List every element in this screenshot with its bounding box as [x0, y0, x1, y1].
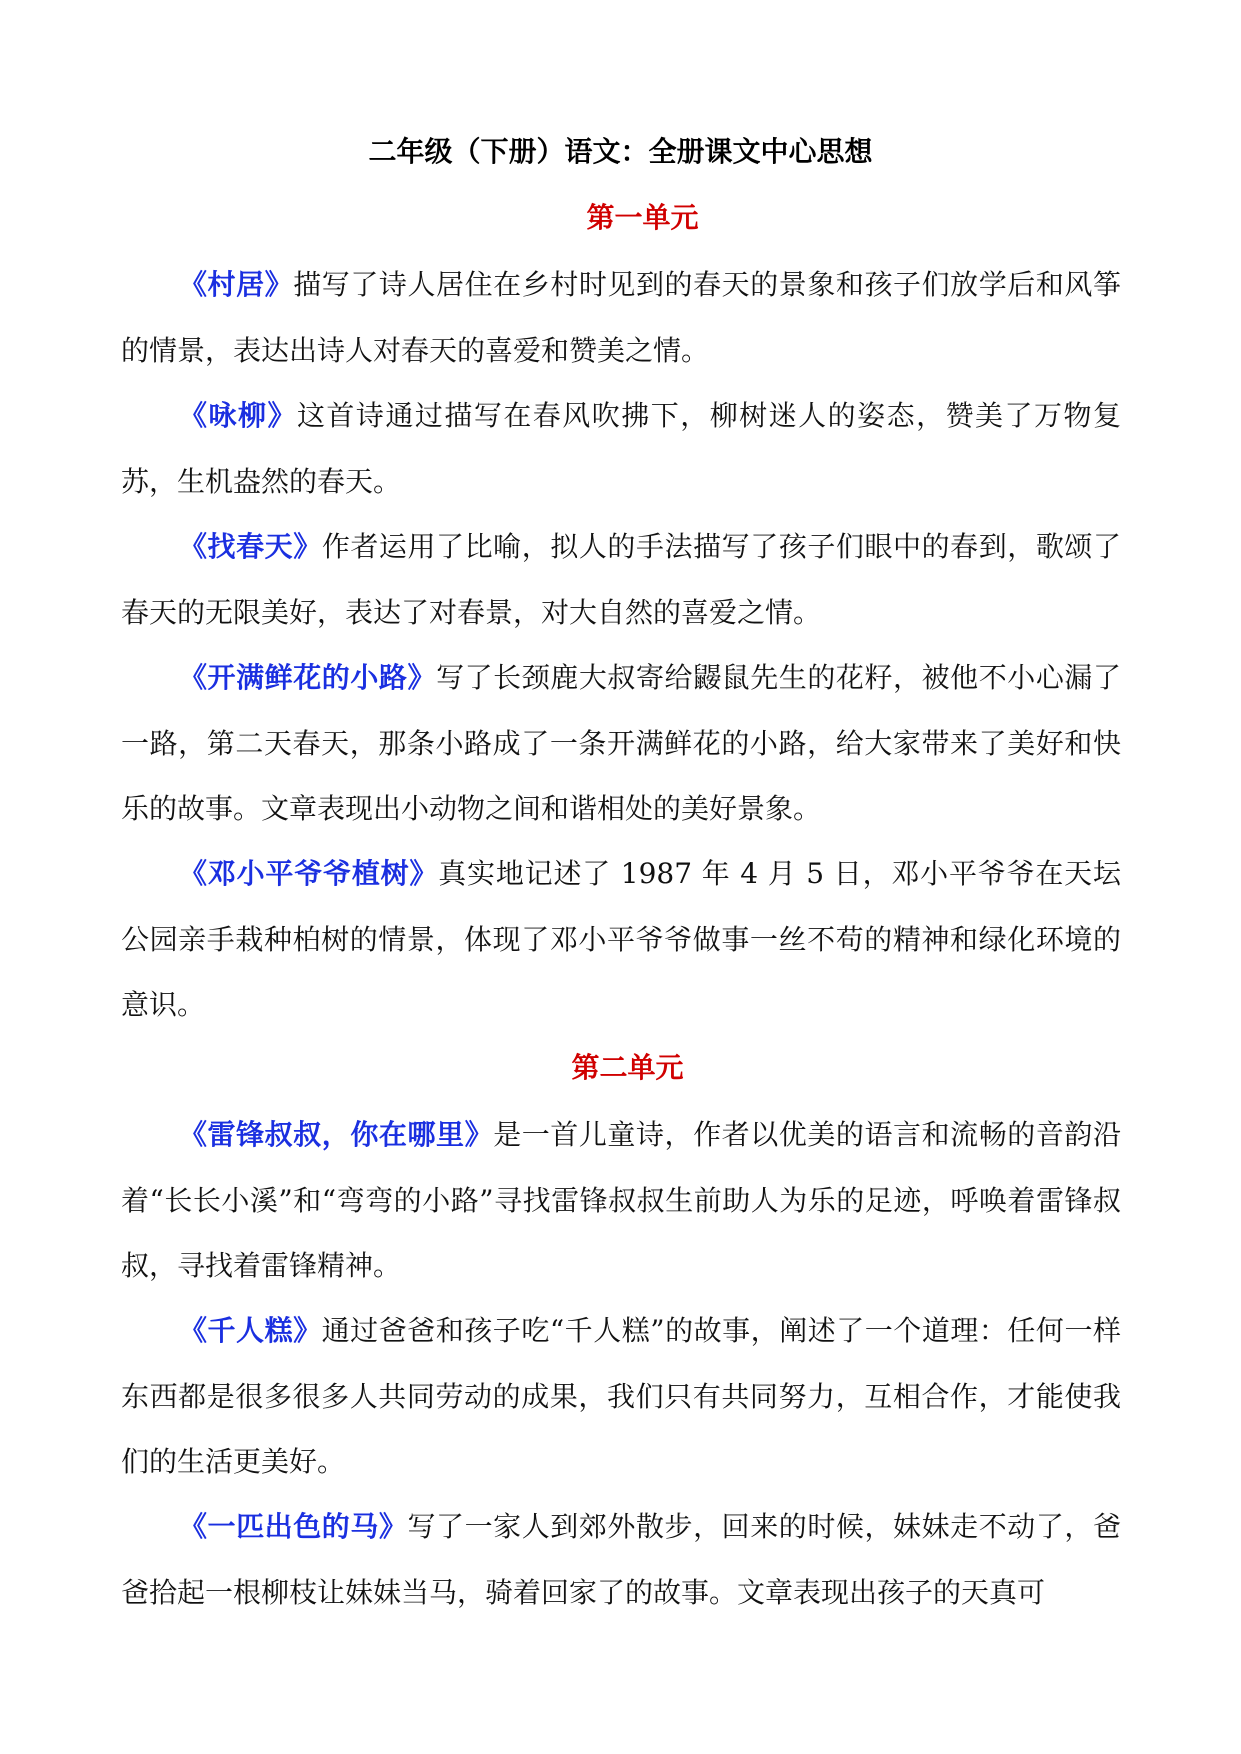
- lesson-summary: 描写了诗人居住在乡村时见到的春天的景象和孩子们放学后和风筝的情景，表达出诗人对春天的喜爱和赞美之情。: [121, 268, 1121, 367]
- lesson-summary: 写了一家人到郊外散步，回来的时候，妹妹走不动了，爸爸拾起一根柳枝让妹妹当马，骑着回家了的故事。文章表现出孩子的天真可: [121, 1510, 1121, 1609]
- unit-heading-2: 第二单元: [571, 1051, 684, 1084]
- lesson-entry-zhaochuntian: [121, 514, 1121, 645]
- document-title: 二年级（下册）语文：全册课文中心思想: [368, 135, 873, 168]
- lesson-summary: 是一首儿童诗，作者以优美的语言和流畅的音韵沿着“长长小溪”和“弯弯的小路”寻找雷锋叔叔生前助人为乐的足迹，呼唤着雷锋叔叔，寻找着雷锋精神。: [121, 1118, 1121, 1282]
- lesson-title: 《雷锋叔叔，你在哪里》: [179, 1118, 494, 1151]
- lesson-entry-yipichusedema: [121, 1494, 1121, 1625]
- unit-heading-1: 第一单元: [586, 201, 699, 234]
- lesson-title: 《千人糕》: [179, 1314, 322, 1347]
- lesson-title: 《一匹出色的马》: [179, 1510, 408, 1543]
- lesson-summary: 通过爸爸和孩子吃“千人糕”的故事，阐述了一个道理：任何一样东西都是很多很多人共同劳动的成果，我们只有共同努力，互相合作，才能使我们的生活更美好。: [121, 1314, 1121, 1478]
- lesson-title: 《开满鲜花的小路》: [179, 661, 437, 694]
- lesson-entry-dengxiaoping: [121, 841, 1121, 1038]
- lesson-entry-kaimanxianhua: [121, 645, 1121, 842]
- lesson-entry-leifeng: [121, 1102, 1121, 1299]
- lesson-summary: 写了长颈鹿大叔寄给鼹鼠先生的花籽，被他不小心漏了一路，第二天春天，那条小路成了一条开满鲜花的小路，给大家带来了美好和快乐的故事。文章表现出小动物之间和谐相处的美好景象。: [121, 661, 1121, 825]
- lesson-entry-cunju: [121, 252, 1121, 383]
- lesson-summary: 这首诗通过描写在春风吹拂下，柳树迷人的姿态，赞美了万物复苏，生机盎然的春天。: [121, 399, 1121, 498]
- lesson-title: 《村居》: [179, 268, 294, 301]
- lesson-entry-yongliu: [121, 383, 1121, 514]
- lesson-summary: 作者运用了比喻，拟人的手法描写了孩子们眼中的春到，歌颂了春天的无限美好，表达了对春景，对大自然的喜爱之情。: [121, 530, 1121, 629]
- lesson-title: 《咏柳》: [179, 399, 297, 432]
- lesson-entry-qianrengao: [121, 1298, 1121, 1495]
- lesson-title: 《邓小平爷爷植树》: [179, 857, 439, 890]
- lesson-title: 《找春天》: [179, 530, 322, 563]
- lesson-summary: 真实地记述了 1987 年 4 月 5 日，邓小平爷爷在天坛公园亲手栽种柏树的情景，体现了邓小平爷爷做事一丝不苟的精神和绿化环境的意识。: [121, 857, 1121, 1021]
